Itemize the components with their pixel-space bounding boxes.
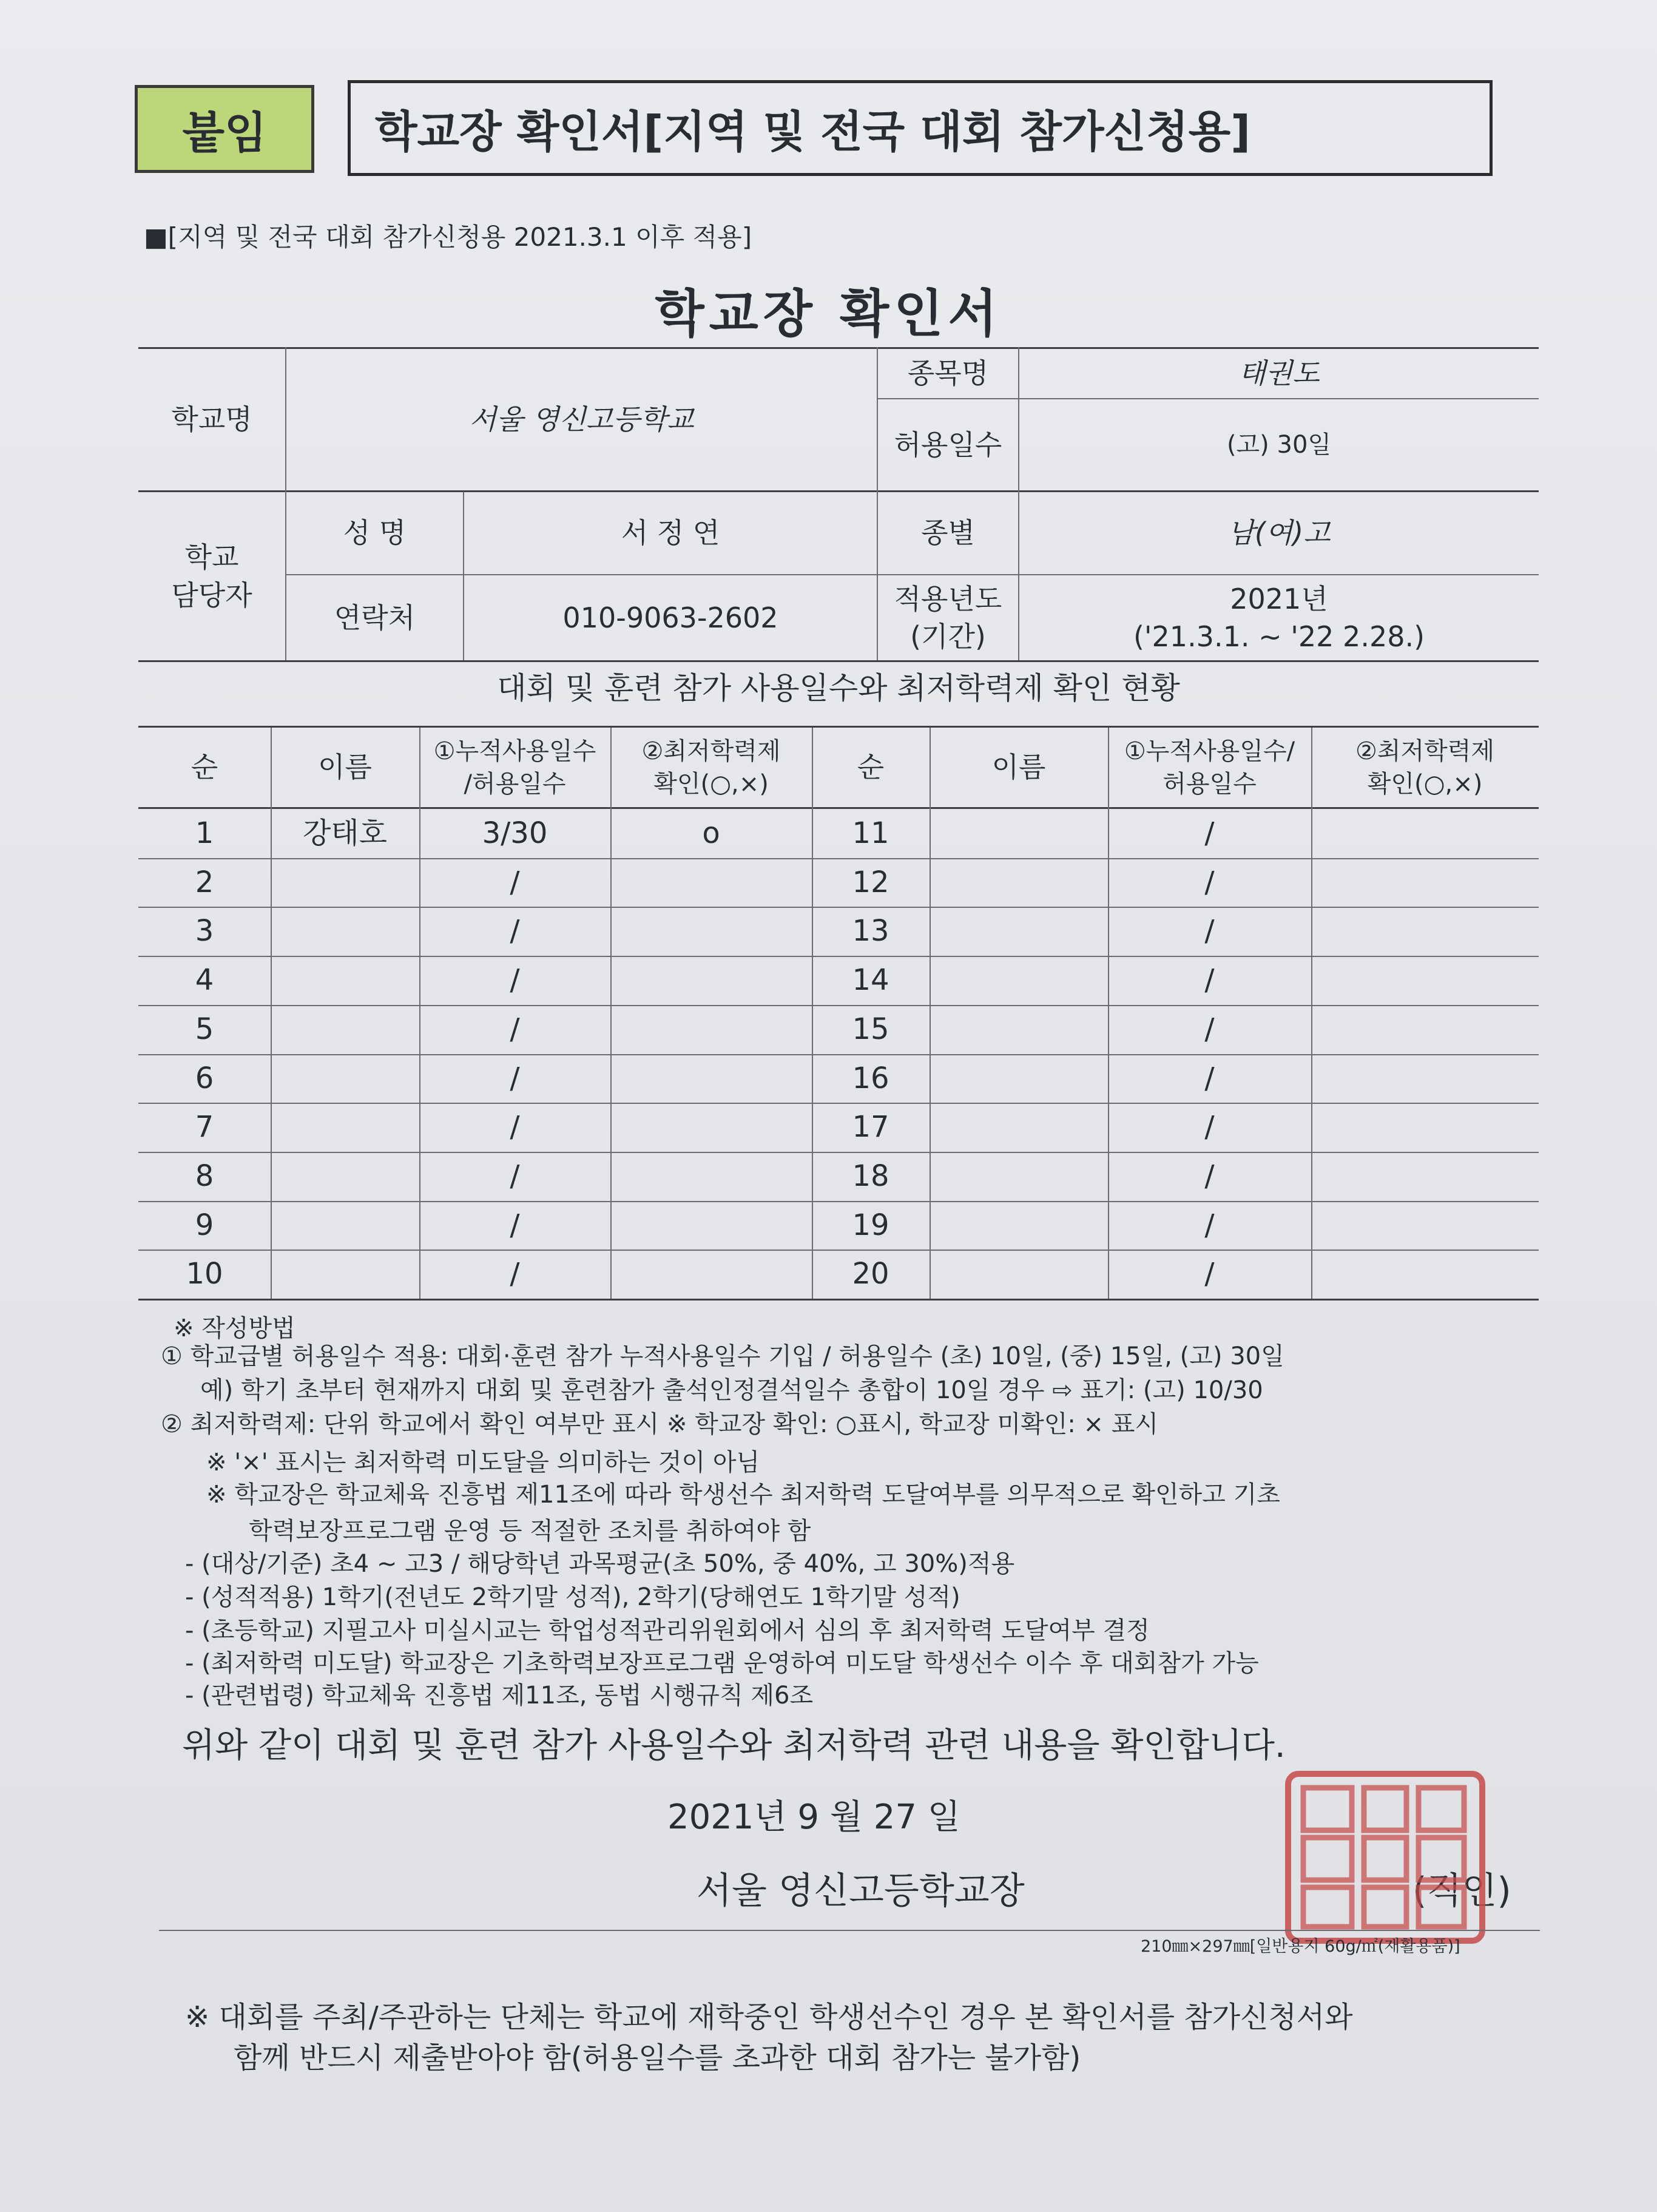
- table-cell-num: 3: [195, 914, 214, 949]
- table-cell-check: [610, 1103, 812, 1152]
- table-cell-num: 2: [195, 865, 214, 900]
- school-value: 서울 영신고등학교: [469, 402, 694, 436]
- table-cell-days: /: [510, 914, 520, 949]
- paper-spec: 210㎜×297㎜[일반용지 60g/㎡(재활용품)]: [1141, 1937, 1460, 1956]
- official-seal-stamp: [1285, 1771, 1485, 1944]
- principal-name: 서울 영신고등학교장: [697, 1870, 1025, 1912]
- table-cell-num: 9: [195, 1208, 214, 1243]
- allowed-days-value: (고) 30일: [1226, 431, 1332, 459]
- table-cell-check: [610, 1054, 812, 1103]
- table-cell-num: 1: [195, 816, 214, 851]
- table-cell-name: 강태호: [302, 816, 388, 851]
- table-cell-num: 20: [852, 1257, 889, 1291]
- instruction-line: ① 학교급별 허용일수 적용: 대회·훈련 참가 누적사용일수 기입 / 허용일수 (초) 10일, (중) 15일, (고) 30일: [161, 1342, 1284, 1370]
- table-cell-check: [1311, 1054, 1539, 1103]
- table-cell-check: [1311, 1152, 1539, 1201]
- table-cell-name: [930, 809, 1108, 858]
- issue-date: 2021년 9 월 27 일: [667, 1798, 960, 1837]
- seal-label: (직인): [1412, 1870, 1511, 1912]
- table-cell-num: 17: [852, 1110, 889, 1145]
- table-cell-check: [610, 1152, 812, 1201]
- table-cell-days: 3/30: [482, 816, 548, 851]
- th-check-left: ②최저학력제 확인(○,×): [641, 737, 781, 798]
- table-cell-name: [930, 1103, 1108, 1152]
- footer-note-line: 함께 반드시 제출받아야 함(허용일수를 초과한 대회 참가는 불가함): [234, 2041, 1081, 2075]
- table-cell-num: 6: [195, 1061, 214, 1096]
- section-title: 대회 및 훈련 참가 사용일수와 최저학력제 확인 현황: [497, 671, 1180, 706]
- table-cell-num: 12: [852, 865, 889, 900]
- table-cell-num: 11: [852, 816, 889, 851]
- table-cell-name: [271, 907, 419, 956]
- instruction-line: - (관련법령) 학교체육 진흥법 제11조, 동법 시행규칙 제6조: [185, 1682, 814, 1710]
- instruction-line: 예) 학기 초부터 현재까지 대회 및 훈련참가 출석인정결석일수 총합이 10일 경우 ⇨ 표기: (고) 10/30: [200, 1376, 1263, 1404]
- instruction-line: - (성적적용) 1학기(전년도 2학기말 성적), 2학기(당해연도 1학기말 성적): [185, 1583, 960, 1611]
- table-cell-days: /: [510, 865, 520, 900]
- table-cell-num: 13: [852, 914, 889, 949]
- table-cell-check: [610, 1201, 812, 1250]
- th-days-right: ①누적사용일수/ 허용일수: [1124, 737, 1295, 798]
- instruction-line: - (최저학력 미도달) 학교장은 기초학력보장프로그램 운영하여 미도달 학생선수 이수 후 대회참가 가능: [185, 1649, 1259, 1677]
- table-cell-check: o: [702, 816, 720, 851]
- instruction-line: - (초등학교) 지필고사 미실시교는 학업성적관리위원회에서 심의 후 최저학력 도달여부 결정: [185, 1617, 1150, 1645]
- table-cell-check: [610, 1005, 812, 1054]
- applicability-note: ■[지역 및 전국 대회 참가신청용 2021.3.1 이후 적용]: [144, 222, 752, 252]
- table-cell-check: [610, 956, 812, 1005]
- table-cell-name: [930, 1201, 1108, 1250]
- table-cell-days: /: [510, 1110, 520, 1145]
- table-cell-check: [1311, 956, 1539, 1005]
- table-cell-check: [1311, 1103, 1539, 1152]
- table-cell-days: /: [1204, 1110, 1215, 1145]
- table-cell-num: 15: [852, 1012, 889, 1047]
- table-cell-days: /: [1204, 1159, 1215, 1194]
- table-cell-days: /: [1204, 865, 1215, 900]
- table-cell-days: /: [510, 1208, 520, 1243]
- table-cell-days: /: [1204, 914, 1215, 949]
- table-cell-check: [1311, 1250, 1539, 1299]
- table-cell-name: [930, 1152, 1108, 1201]
- th-name-right: 이름: [991, 751, 1046, 784]
- table-cell-num: 7: [195, 1110, 214, 1145]
- table-cell-name: [271, 1152, 419, 1201]
- table-cell-days: /: [510, 963, 520, 998]
- footer-note-line: ※ 대회를 주최/주관하는 단체는 학교에 재학중인 학생선수인 경우 본 확인서를 참가신청서와: [185, 2000, 1353, 2034]
- table-cell-check: [1311, 907, 1539, 956]
- th-check-right: ②최저학력제 확인(○,×): [1355, 737, 1495, 798]
- table-cell-num: 16: [852, 1061, 889, 1096]
- table-bottom-border: [138, 1299, 1539, 1300]
- table-cell-name: [271, 956, 419, 1005]
- table-cell-name: [271, 1005, 419, 1054]
- instruction-line: ※ 작성방법: [174, 1314, 295, 1342]
- year-value: 2021년 ('21.3.1. ~ '22 2.28.): [1133, 582, 1425, 653]
- table-cell-days: /: [510, 1061, 520, 1096]
- table-cell-name: [271, 1103, 419, 1152]
- instruction-line: ② 최저학력제: 단위 학교에서 확인 여부만 표시 ※ 학교장 확인: ○표시, 학교장 미확인: × 표시: [161, 1410, 1159, 1438]
- table-cell-name: [930, 907, 1108, 956]
- th-num-right: 순: [857, 751, 885, 784]
- table-cell-num: 19: [852, 1208, 889, 1243]
- sport-value: 태권도: [1238, 356, 1320, 390]
- document-title: 학교장 확인서: [655, 284, 1002, 343]
- confirmation-statement: 위와 같이 대회 및 훈련 참가 사용일수와 최저학력 관련 내용을 확인합니다.: [182, 1726, 1286, 1765]
- table-cell-days: /: [1204, 1061, 1215, 1096]
- table-cell-num: 8: [195, 1159, 214, 1194]
- table-cell-check: [610, 858, 812, 907]
- instruction-line: ※ 학교장은 학교체육 진흥법 제11조에 따라 학생선수 최저학력 도달여부를 의무적으로 확인하고 기초: [206, 1481, 1280, 1509]
- table-cell-name: [930, 956, 1108, 1005]
- table-cell-name: [271, 1054, 419, 1103]
- table-cell-name: [930, 1250, 1108, 1299]
- table-cell-name: [930, 1054, 1108, 1103]
- table-cell-days: /: [1204, 963, 1215, 998]
- table-cell-num: 5: [195, 1012, 214, 1047]
- contact-value: 010-9063-2602: [562, 601, 778, 634]
- manager-label: 학교 담당자: [171, 541, 252, 612]
- header-title: 학교장 확인서[지역 및 전국 대회 참가신청용]: [348, 80, 1493, 176]
- th-name-left: 이름: [318, 751, 372, 784]
- table-cell-num: 18: [852, 1159, 889, 1194]
- table-cell-num: 10: [186, 1257, 223, 1291]
- instruction-line: 학력보장프로그램 운영 등 적절한 조치를 취하여야 함: [249, 1517, 811, 1545]
- table-cell-name: [930, 1005, 1108, 1054]
- table-cell-check: [1311, 858, 1539, 907]
- table-cell-num: 4: [195, 963, 214, 998]
- gender-value: 남(여)고: [1227, 516, 1331, 550]
- table-cell-check: [1311, 1005, 1539, 1054]
- attachment-tag: 붙임: [135, 85, 314, 173]
- name-value: 서 정 연: [621, 516, 720, 550]
- contact-label: 연락처: [334, 601, 416, 634]
- name-label: 성 명: [343, 516, 407, 550]
- sport-label: 종목명: [907, 356, 989, 390]
- table-cell-days: /: [510, 1012, 520, 1047]
- table-cell-days: /: [510, 1159, 520, 1194]
- table-cell-name: [930, 858, 1108, 907]
- table-cell-name: [271, 1201, 419, 1250]
- gender-label: 종별: [921, 516, 975, 550]
- table-cell-days: /: [1204, 816, 1215, 851]
- table-cell-name: [271, 858, 419, 907]
- bottom-rule: [159, 1930, 1540, 1931]
- year-label: 적용년도 (기간): [894, 582, 1002, 653]
- table-cell-check: [1311, 1201, 1539, 1250]
- table-cell-check: [1311, 809, 1539, 858]
- th-days-left: ①누적사용일수 /허용일수: [433, 737, 596, 798]
- table-cell-check: [610, 907, 812, 956]
- allowed-days-label: 허용일수: [894, 428, 1002, 461]
- school-label: 학교명: [171, 402, 252, 436]
- table-cell-days: /: [1204, 1257, 1215, 1291]
- instruction-line: - (대상/기준) 초4 ~ 고3 / 해당학년 과목평균(초 50%, 중 40%, 고 30%)적용: [185, 1550, 1015, 1578]
- table-cell-days: /: [510, 1257, 520, 1291]
- table-cell-days: /: [1204, 1208, 1215, 1243]
- table-cell-days: /: [1204, 1012, 1215, 1047]
- table-cell-num: 14: [852, 963, 889, 998]
- info-bottom-border: [138, 660, 1539, 662]
- instruction-line: ※ '×' 표시는 최저학력 미도달을 의미하는 것이 아님: [206, 1449, 760, 1476]
- th-num-left: 순: [191, 751, 218, 784]
- table-cell-check: [610, 1250, 812, 1299]
- table-cell-name: [271, 1250, 419, 1299]
